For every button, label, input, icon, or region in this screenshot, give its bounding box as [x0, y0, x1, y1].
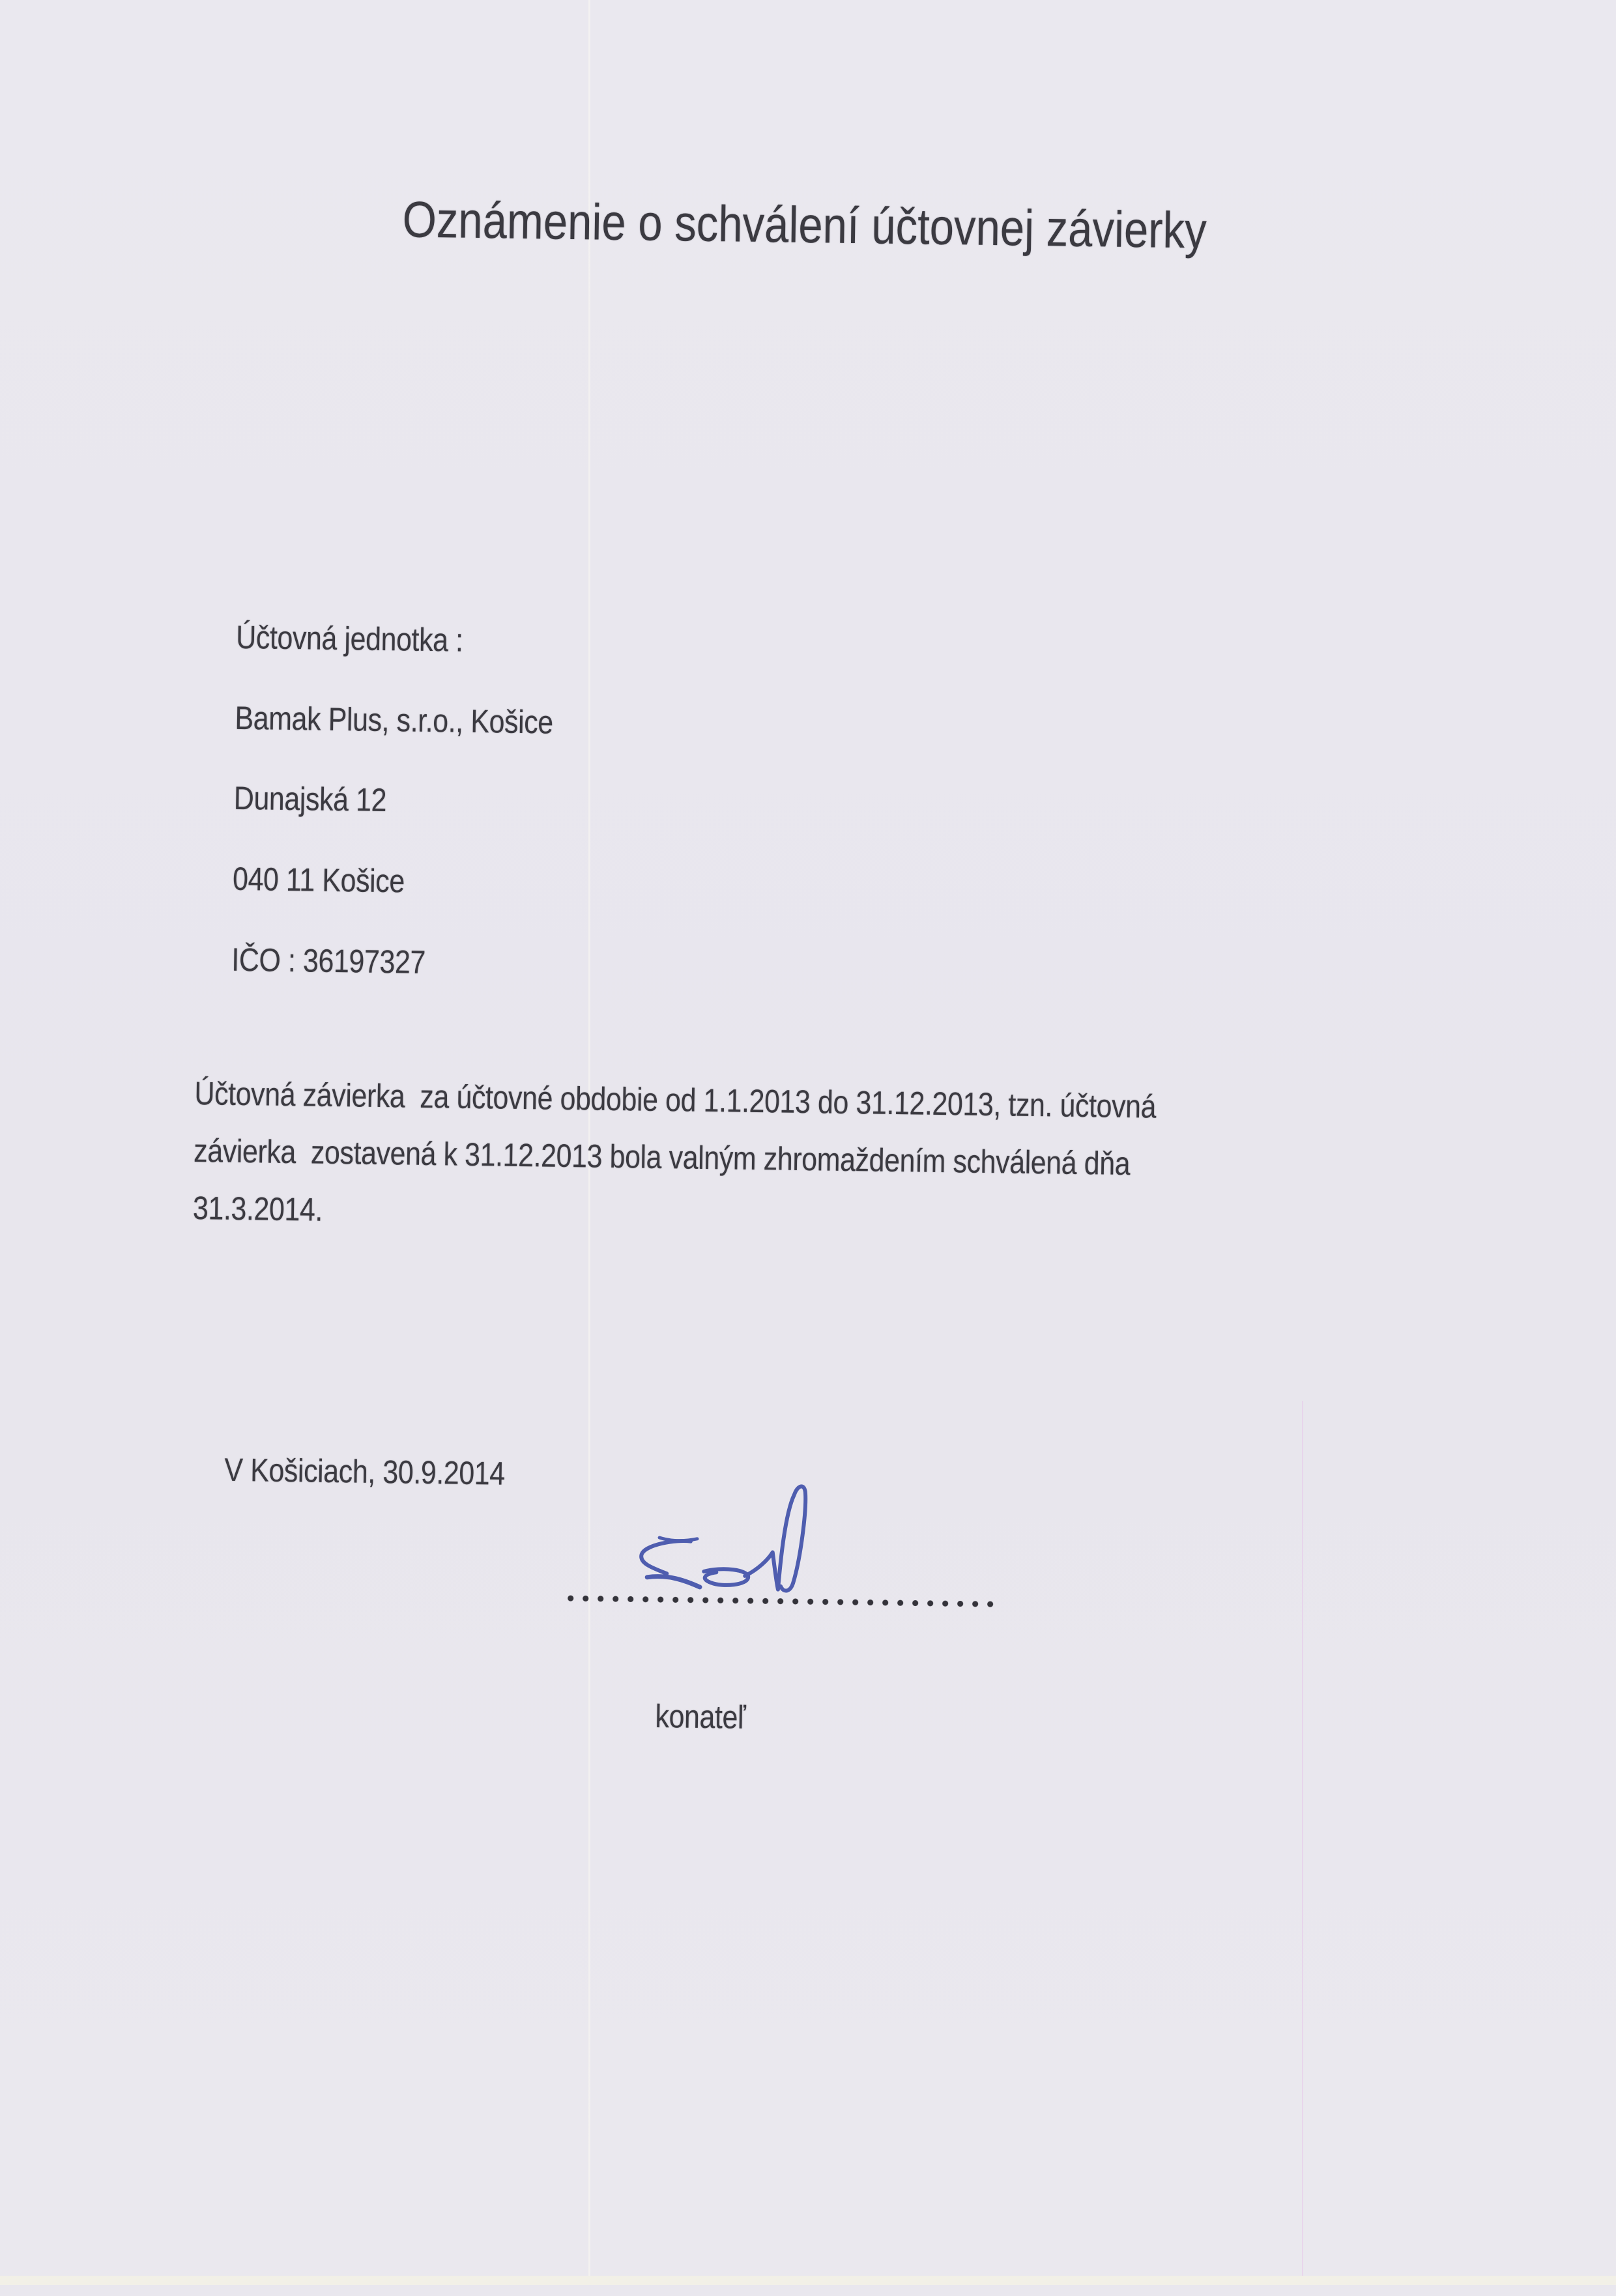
body-paragraph [192, 1065, 1471, 1254]
entity-ico: IČO : 36197327 [231, 941, 426, 981]
handwritten-signature [613, 1475, 830, 1609]
signatory-role-label: konateľ [655, 1697, 746, 1736]
body-line-2: závierka zostavená k 31.12.2013 bola valným zhromaždením schválená dňa [193, 1132, 1131, 1183]
entity-name: Bamak Plus, s.r.o., Košice [234, 699, 553, 741]
place-date-line: V Košiciach, 30.9.2014 [224, 1451, 505, 1492]
entity-street: Dunajská 12 [233, 779, 387, 818]
body-line-1: Účtovná závierka za účtovné obdobie od 1.1.2013 do 31.12.2013, tzn. účtovná [194, 1075, 1157, 1125]
body-line-3: 31.3.2014. [192, 1190, 323, 1228]
page-title-text: Oznámenie o schválení účtovnej závierky [402, 190, 1207, 259]
page-title [0, 188, 1613, 262]
entity-label: Účtovná jednotka : [235, 618, 463, 659]
entity-city: 040 11 Košice [232, 860, 405, 899]
scanner-edge-strip [0, 2276, 1616, 2285]
